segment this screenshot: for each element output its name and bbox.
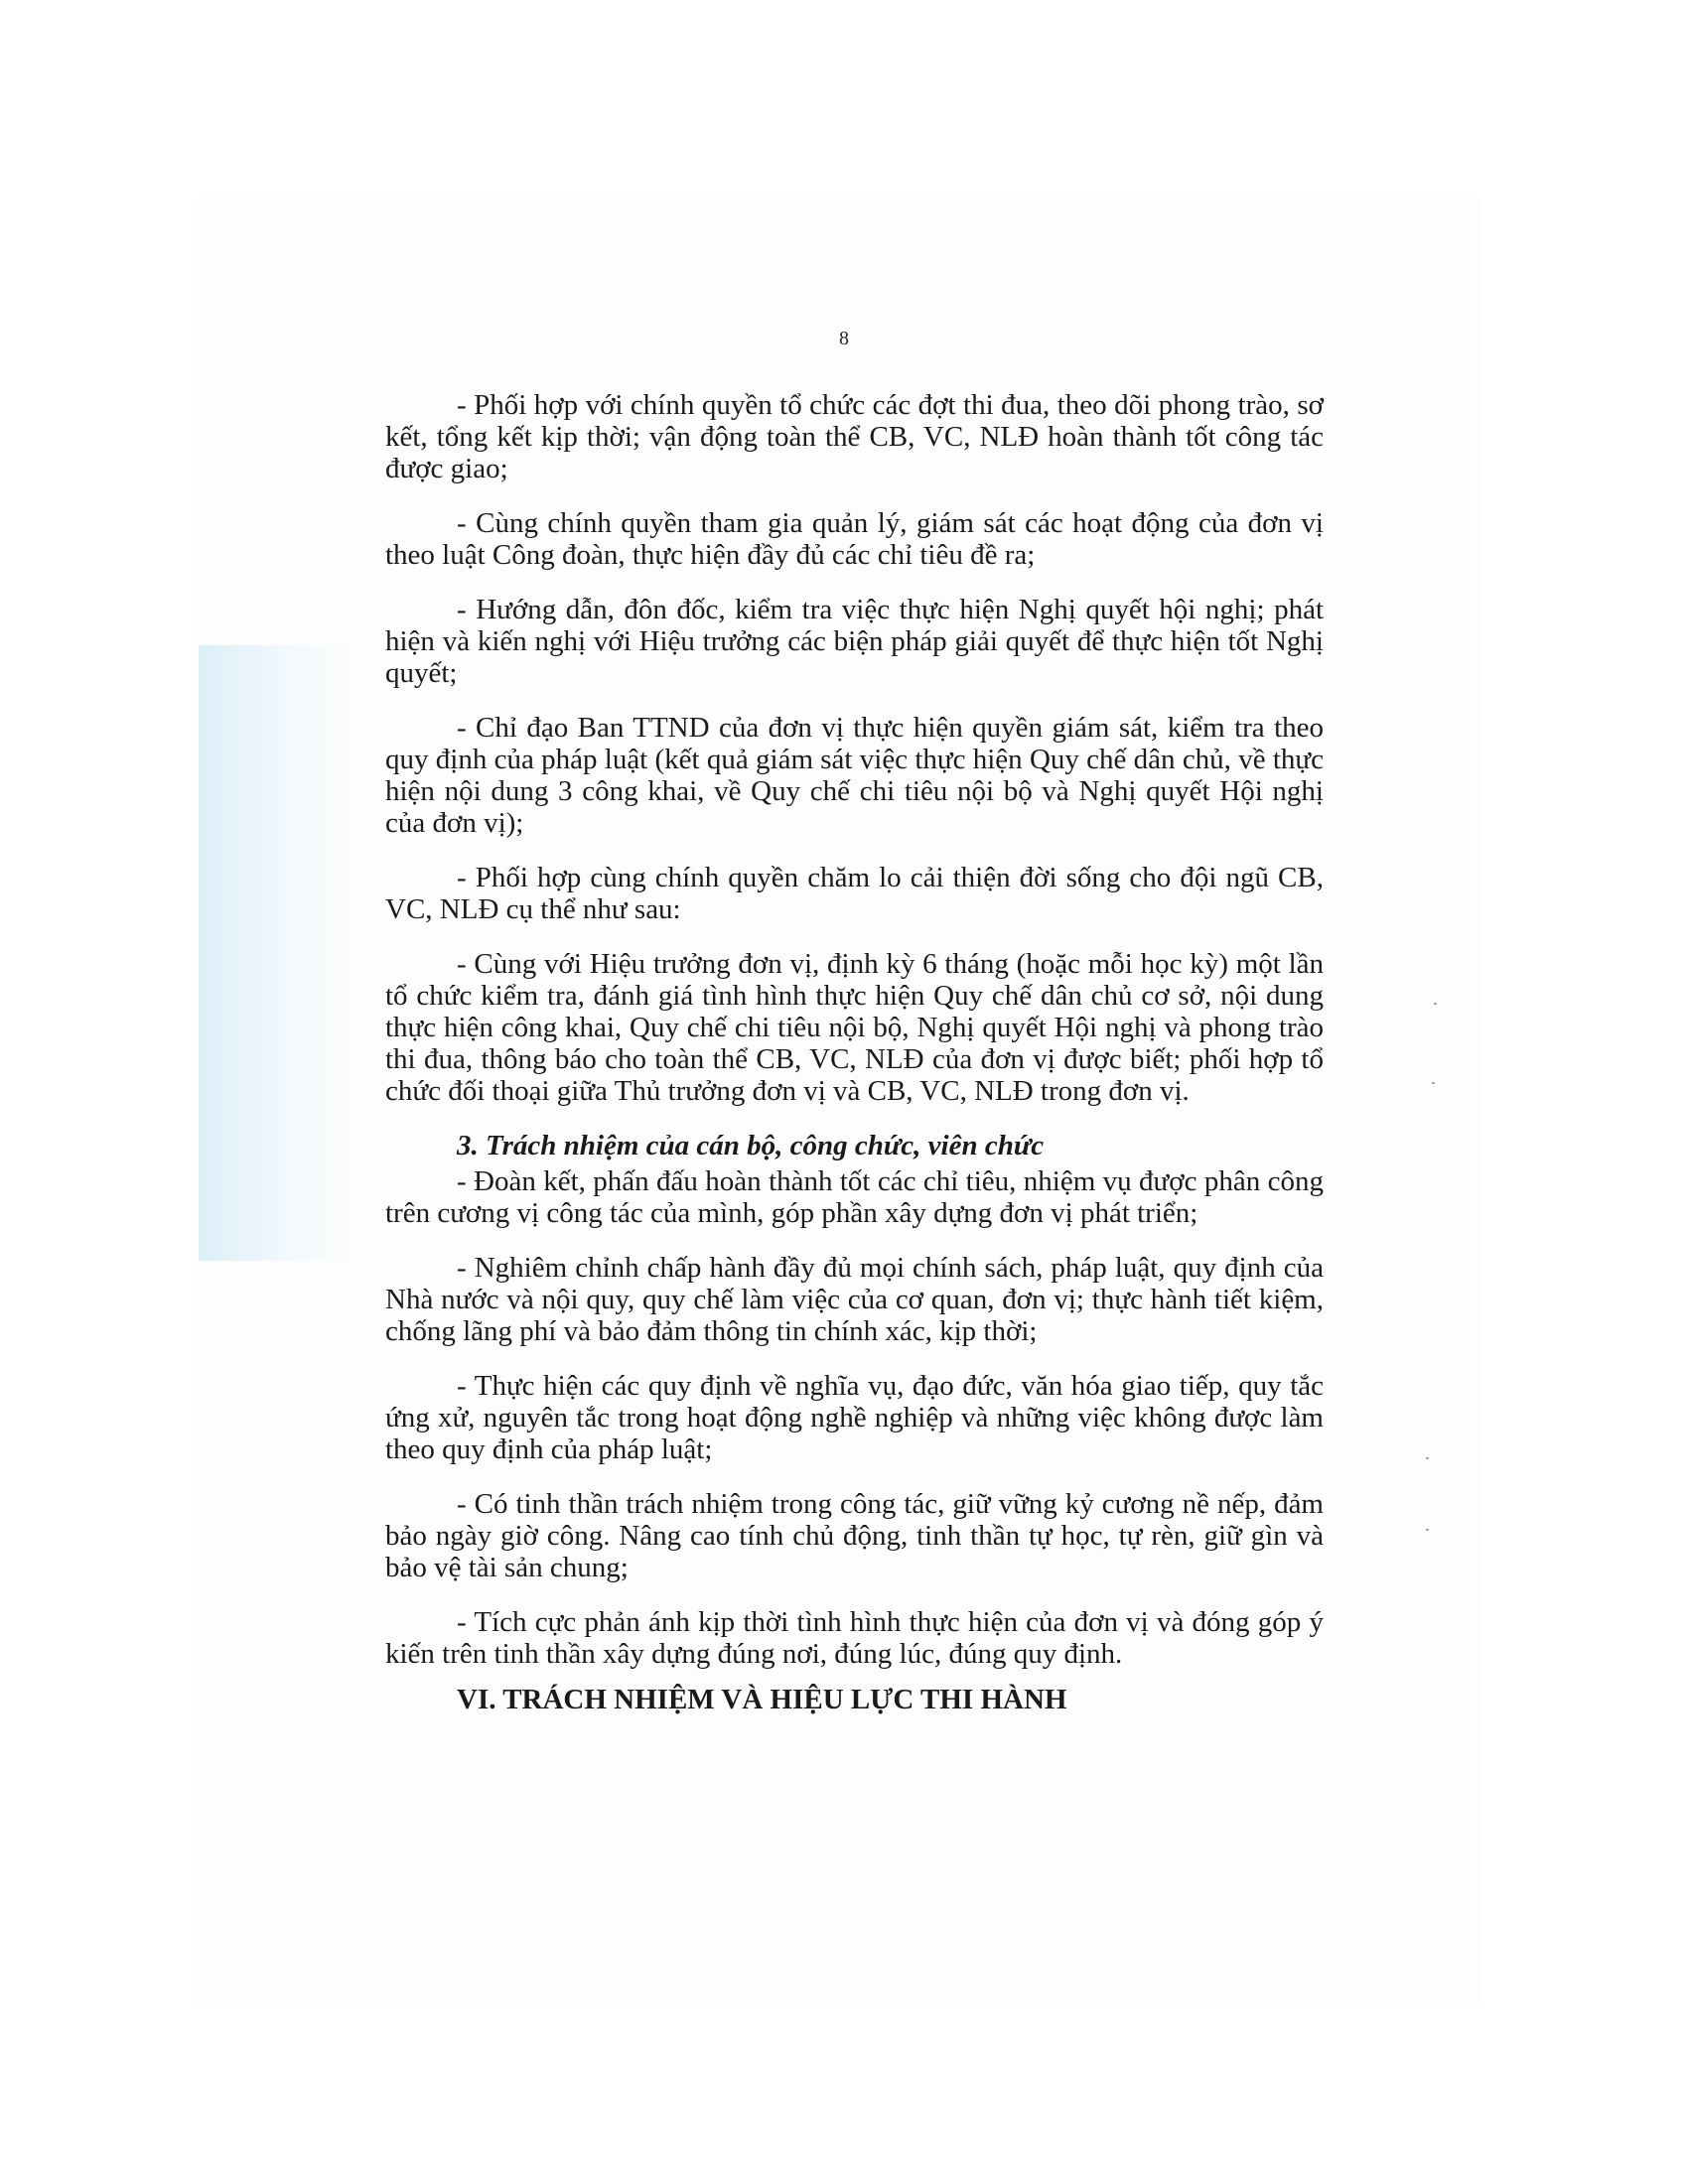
scan-speck xyxy=(1426,1529,1429,1531)
document-body xyxy=(385,389,1324,1715)
section-6-heading: VI. TRÁCH NHIỆM VÀ HIỆU LỰC THI HÀNH xyxy=(457,1684,1067,1715)
section-3-heading: 3. Trách nhiệm của cán bộ, công chức, viên chức xyxy=(457,1130,1045,1161)
scan-tint xyxy=(199,645,357,1261)
paragraph: - Nghiêm chỉnh chấp hành đầy đủ mọi chính sách, pháp luật, quy định của Nhà nước và nội quy, quy chế làm việc của cơ quan, đơn vị; thực hành tiết kiệm, chống lãng phí và bảo đảm thông tin chính xác, kịp thời; xyxy=(385,1252,1324,1347)
scan-speck xyxy=(1434,1003,1437,1005)
paragraph: - Cùng với Hiệu trưởng đơn vị, định kỳ 6 tháng (hoặc mỗi học kỳ) một lần tổ chức kiểm tra, đánh giá tình hình thực hiện Quy chế dân chủ cơ sở, nội dung thực hiện công khai, Quy chế chi tiêu nội bộ, Nghị quyết Hội nghị và phong trào thi đua, thông báo cho toàn thể CB, VC, NLĐ của đơn vị được biết; phối hợp tổ chức đối thoại giữa Thủ trưởng đơn vị và CB, VC, NLĐ trong đơn vị. xyxy=(385,948,1324,1107)
scan-speck xyxy=(1426,1457,1429,1459)
paragraph: - Thực hiện các quy định về nghĩa vụ, đạo đức, văn hóa giao tiếp, quy tắc ứng xử, nguyên tắc trong hoạt động nghề nghiệp và những việc không được làm theo quy định của pháp luật; xyxy=(385,1370,1324,1465)
paragraph: - Chỉ đạo Ban TTND của đơn vị thực hiện quyền giám sát, kiểm tra theo quy định của pháp luật (kết quả giám sát việc thực hiện Quy chế dân chủ, về thực hiện nội dung 3 công khai, về Quy chế chi tiêu nội bộ và Nghị quyết Hội nghị của đơn vị); xyxy=(385,712,1324,839)
page-number: 8 xyxy=(839,328,849,349)
scan-speck xyxy=(1432,1082,1435,1084)
paragraph: - Cùng chính quyền tham gia quản lý, giám sát các hoạt động của đơn vị theo luật Công đoàn, thực hiện đầy đủ các chỉ tiêu đề ra; xyxy=(385,507,1324,571)
paragraph: - Có tinh thần trách nhiệm trong công tác, giữ vững kỷ cương nề nếp, đảm bảo ngày giờ công. Nâng cao tính chủ động, tinh thần tự học, tự rèn, giữ gìn và bảo vệ tài sản chung; xyxy=(385,1488,1324,1583)
paragraph: - Phối hợp với chính quyền tổ chức các đợt thi đua, theo dõi phong trào, sơ kết, tổng kết kịp thời; vận động toàn thể CB, VC, NLĐ hoàn thành tốt công tác được giao; xyxy=(385,389,1324,484)
paragraph: - Đoàn kết, phấn đấu hoàn thành tốt các chỉ tiêu, nhiệm vụ được phân công trên cương vị công tác của mình, góp phần xây dựng đơn vị phát triển; xyxy=(385,1165,1324,1229)
paragraph: - Phối hợp cùng chính quyền chăm lo cải thiện đời sống cho đội ngũ CB, VC, NLĐ cụ thể như sau: xyxy=(385,862,1324,925)
paragraph: - Hướng dẫn, đôn đốc, kiểm tra việc thực hiện Nghị quyết hội nghị; phát hiện và kiến nghị với Hiệu trưởng các biện pháp giải quyết để thực hiện tốt Nghị quyết; xyxy=(385,594,1324,689)
paragraph: - Tích cực phản ánh kịp thời tình hình thực hiện của đơn vị và đóng góp ý kiến trên tinh thần xây dựng đúng nơi, đúng lúc, đúng quy định. xyxy=(385,1606,1324,1670)
